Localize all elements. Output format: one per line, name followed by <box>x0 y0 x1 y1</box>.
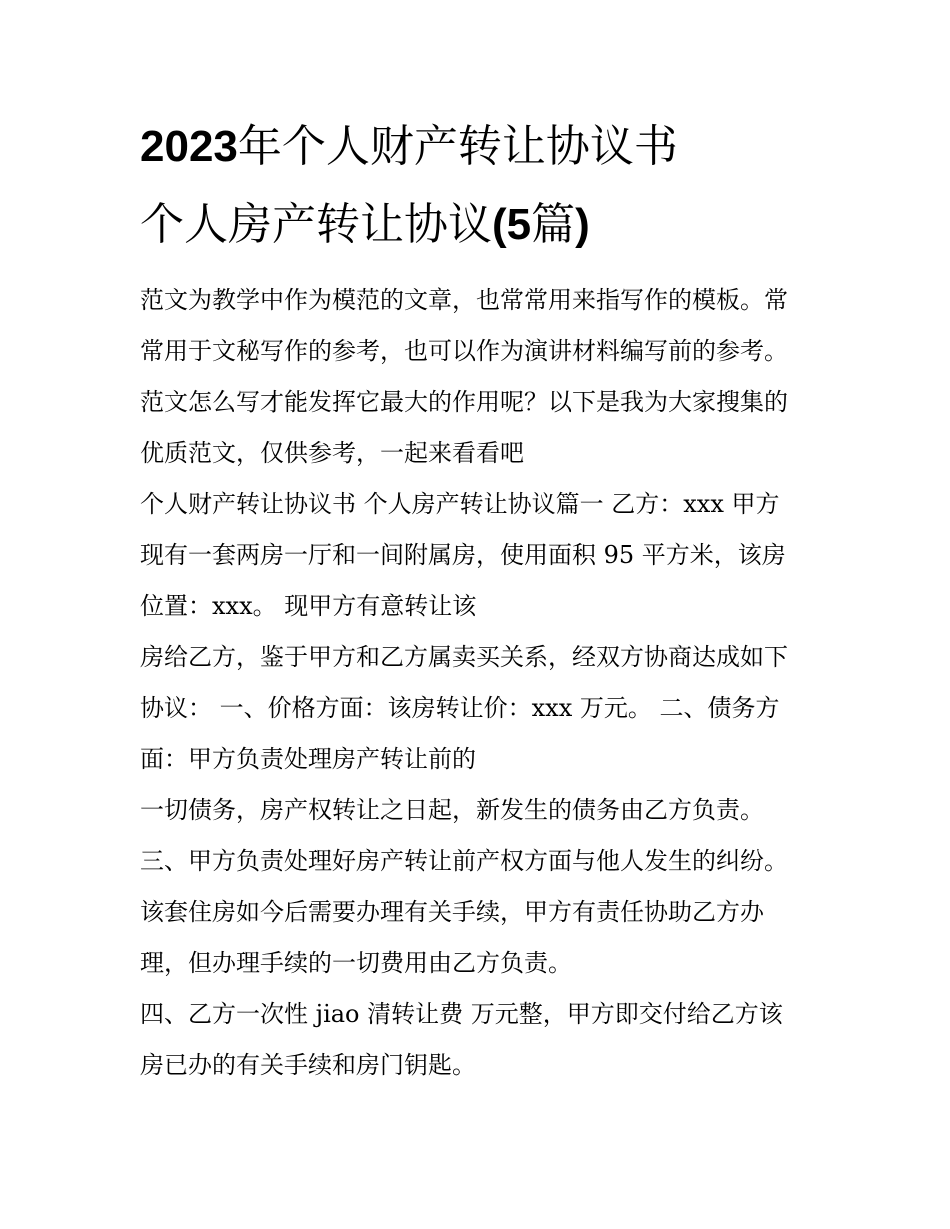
body-line: 一切债务，房产权转让之日起，新发生的债务由乙方负责。 <box>140 796 764 824</box>
document-title-line-2 <box>140 196 590 254</box>
title-line-1-text: 年个人财产转让协议书 <box>237 121 678 172</box>
title-year: 2023 <box>140 122 238 171</box>
body-line: 现有一套两房一厅和一间附属房，使用面积 95 平方米，该房 <box>140 541 786 569</box>
body-line: 四、乙方一次性 jiao 清转让费 万元整，甲方即交付给乙方该 <box>140 1000 783 1028</box>
document-title-line-1 <box>140 118 678 176</box>
body-line: 范文为教学中作为模范的文章，也常常用来指写作的模板。常 <box>140 286 788 314</box>
body-line: 范文怎么写才能发挥它最大的作用呢？以下是我为大家搜集的 <box>140 388 788 416</box>
body-line: 房已办的有关手续和房门钥匙。 <box>140 1051 476 1079</box>
title-close-paren: ) <box>575 200 590 249</box>
body-line: 三、甲方负责处理好房产转让前产权方面与他人发生的纠纷。 <box>140 847 788 875</box>
body-line: 房给乙方，鉴于甲方和乙方属卖买关系，经双方协商达成如下 <box>140 643 788 671</box>
body-line: 个人财产转让协议书 个人房产转让协议篇一 乙方：xxx 甲方 <box>140 490 780 518</box>
body-line: 协议： 一、价格方面：该房转让价：xxx 万元。 二、债务方 <box>140 694 780 722</box>
title-line-2-text: 个人房产转让协议 <box>140 199 492 250</box>
body-line: 理，但办理手续的一切费用由乙方负责。 <box>140 949 572 977</box>
title-count-unit: 篇 <box>531 199 576 250</box>
body-line: 位置：xxx。 现甲方有意转让该 <box>140 592 477 620</box>
body-line: 优质范文，仅供参考，一起来看看吧 <box>140 439 524 467</box>
title-count: (5 <box>492 200 532 249</box>
body-line: 该套住房如今后需要办理有关手续，甲方有责任协助乙方办 <box>140 898 764 926</box>
body-line: 面：甲方负责处理房产转让前的 <box>140 745 476 773</box>
body-line: 常用于文秘写作的参考，也可以作为演讲材料编写前的参考。 <box>140 337 788 365</box>
